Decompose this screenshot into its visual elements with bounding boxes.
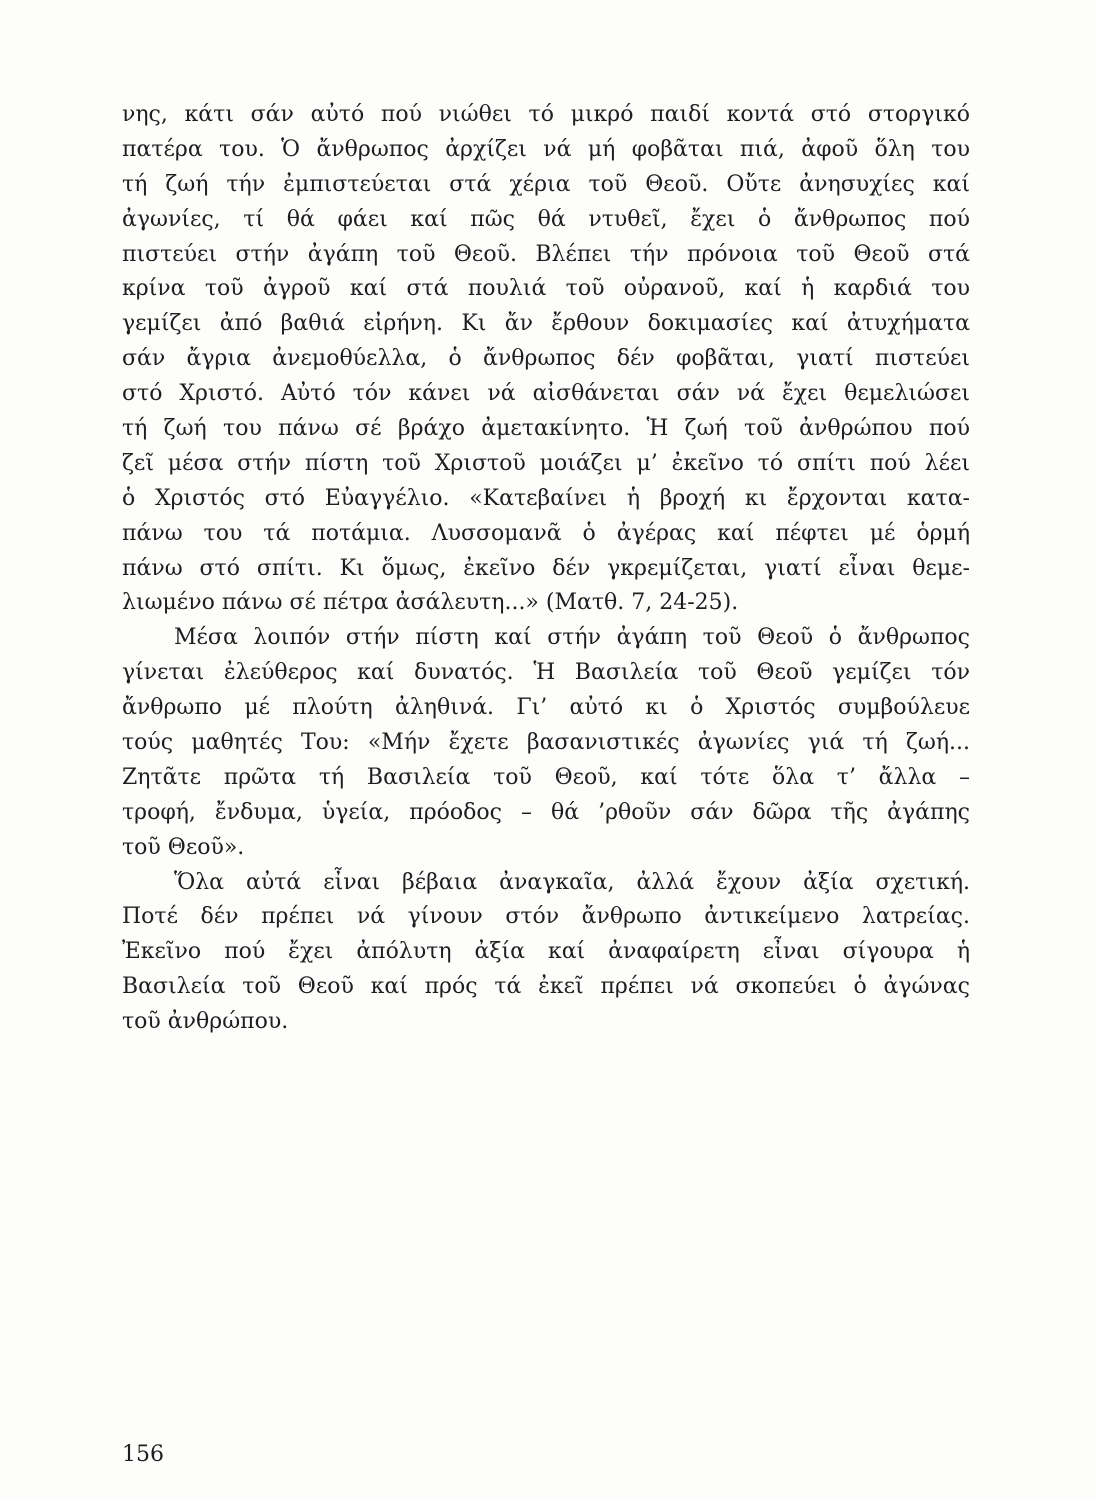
text-line: Ὅλα αὐτά εἶναι βέβαια ἀναγκαῖα, ἀλλά ἔχουν ἀξία σχετική. xyxy=(174,869,970,895)
page-number: 156 xyxy=(122,1442,164,1467)
text-line: Ἐκεῖνο πού ἔχει ἀπόλυτη ἀξία καί ἀναφαίρετη εἶναι σίγουρα ἡ xyxy=(122,939,970,965)
text-line: ζεῖ μέσα στήν πίστη τοῦ Χριστοῦ μοιάζει μ’ ἐκεῖνο τό σπίτι πού λέει xyxy=(122,450,970,476)
text-line: τούς μαθητές Του: «Μήν ἔχετε βασανιστικές ἀγωνίες γιά τή ζωή... xyxy=(122,730,970,756)
text-line: τροφή, ἔνδυμα, ὑγεία, πρόοδος – θά ’ρθοῦν σάν δῶρα τῆς ἀγάπης xyxy=(122,799,970,825)
text-line: σάν ἄγρια ἀνεμοθύελλα, ὁ ἄνθρωπος δέν φοβᾶται, γιατί πιστεύει xyxy=(122,346,970,372)
text-line: τή ζωή του πάνω σέ βράχο ἀμετακίνητο. Ἡ ζωή τοῦ ἀνθρώπου πού xyxy=(122,416,970,442)
text-line: κρίνα τοῦ ἀγροῦ καί στά πουλιά τοῦ οὐρανοῦ, καί ἡ καρδιά του xyxy=(122,276,970,302)
text-line: τοῦ Θεοῦ». xyxy=(122,834,245,860)
text-line: στό Χριστό. Αὐτό τόν κάνει νά αἰσθάνεται σάν νά ἔχει θεμελιώσει xyxy=(122,381,970,407)
text-line: γεμίζει ἀπό βαθιά εἰρήνη. Κι ἄν ἔρθουν δοκιμασίες καί ἀτυχήματα xyxy=(122,311,970,337)
body-text xyxy=(122,98,970,1040)
text-line: πάνω του τά ποτάμια. Λυσσομανᾶ ὁ ἀγέρας καί πέφτει μέ ὁρμή xyxy=(122,520,970,546)
text-line: ἀγωνίες, τί θά φάει καί πῶς θά ντυθεῖ, ἔχει ὁ ἄνθρωπος πού xyxy=(122,206,970,232)
text-line: Βασιλεία τοῦ Θεοῦ καί πρός τά ἐκεῖ πρέπει νά σκοπεύει ὁ ἀγώνας xyxy=(122,974,970,1000)
text-line: ὁ Χριστός στό Εὐαγγέλιο. «Κατεβαίνει ἡ βροχή κι ἔρχονται κατα- xyxy=(122,485,970,511)
text-line: Μέσα λοιπόν στήν πίστη καί στήν ἀγάπη τοῦ Θεοῦ ὁ ἄνθρωπος xyxy=(174,625,970,651)
text-line: γίνεται ἐλεύθερος καί δυνατός. Ἡ Βασιλεία τοῦ Θεοῦ γεμίζει τόν xyxy=(122,660,970,686)
text-line: πάνω στό σπίτι. Κι ὅμως, ἐκεῖνο δέν γκρεμίζεται, γιατί εἶναι θεμε- xyxy=(122,555,970,581)
text-line: Ποτέ δέν πρέπει νά γίνουν στόν ἄνθρωπο ἀντικείμενο λατρείας. xyxy=(122,904,970,930)
text-line: πατέρα του. Ὁ ἄνθρωπος ἀρχίζει νά μή φοβᾶται πιά, ἀφοῦ ὅλη του xyxy=(122,136,970,162)
text-line: τή ζωή τήν ἐμπιστεύεται στά χέρια τοῦ Θεοῦ. Οὔτε ἀνησυχίες καί xyxy=(122,171,970,197)
text-line: νης, κάτι σάν αὐτό πού νιώθει τό μικρό παιδί κοντά στό στοργικό xyxy=(122,102,970,127)
text-line: λιωμένο πάνω σέ πέτρα ἀσάλευτη...» (Ματθ. 7, 24-25). xyxy=(122,590,739,616)
text-line: ἄνθρωπο μέ πλούτη ἀληθινά. Γι’ αὐτό κι ὁ Χριστός συμβούλευε xyxy=(122,695,970,721)
text-line: τοῦ ἀνθρώπου. xyxy=(122,1009,289,1035)
text-line: πιστεύει στήν ἀγάπη τοῦ Θεοῦ. Βλέπει τήν πρόνοια τοῦ Θεοῦ στά xyxy=(122,241,970,267)
text-line: Ζητᾶτε πρῶτα τή Βασιλεία τοῦ Θεοῦ, καί τότε ὅλα τ’ ἄλλα – xyxy=(122,764,970,790)
